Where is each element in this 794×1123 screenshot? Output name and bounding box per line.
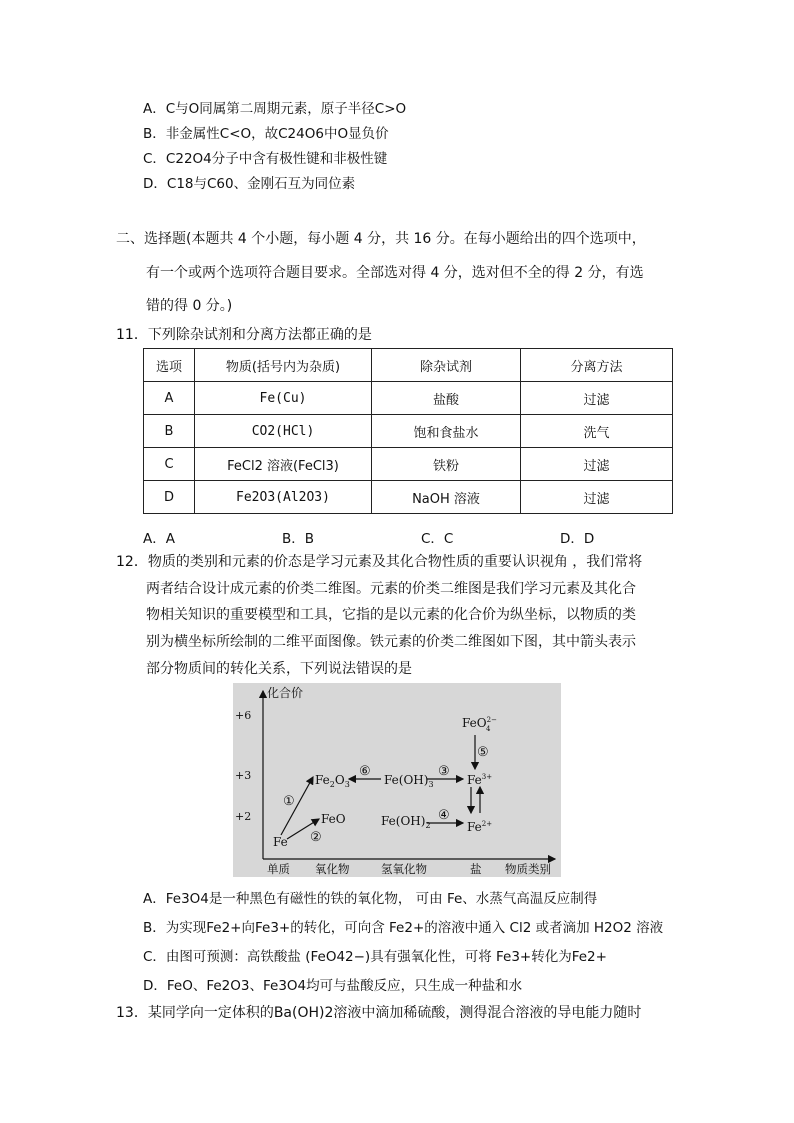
row-method: 洗气 [521, 415, 673, 448]
row-reagent: 盐酸 [372, 382, 521, 415]
row-option: B [144, 415, 195, 448]
section2-line3: 错的得 0 分。) [146, 298, 233, 314]
x-tick-element: 单质 [267, 862, 290, 876]
species-fe2plus: $Fe^{2+}$ [467, 820, 493, 834]
q12-stem-line4: 别为横坐标所绘制的二维平面图像。铁元素的价类二维图如下图，其中箭头表示 [146, 634, 636, 650]
x-tick-oxide: 氧化物 [315, 862, 350, 876]
q10-option-d: D．C18与C60、金刚石互为同位素 [143, 176, 356, 192]
arrow-label-4: ④ [438, 808, 450, 823]
y-tick-plus3: +3 [235, 769, 252, 782]
row-method: 过滤 [521, 481, 673, 514]
header-reagent: 除杂试剂 [372, 349, 521, 382]
row-option: C [144, 448, 195, 481]
row-substance: CO2(HCl) [195, 415, 372, 448]
row-method: 过滤 [521, 448, 673, 481]
header-method: 分离方法 [521, 349, 673, 382]
header-option: 选项 [144, 349, 195, 382]
arrow-label-1: ① [283, 794, 295, 809]
q12-stem-line2: 两者结合设计成元素的价类二维图。元素的价类二维图是我们学习元素及其化合 [146, 581, 636, 597]
row-method: 过滤 [521, 382, 673, 415]
table-row [144, 382, 673, 415]
q10-option-b: B．非金属性C<O，故C24O6中O显负价 [143, 126, 389, 142]
section2-line1: 二、选择题(本题共 4 个小题，每小题 4 分，共 16 分。在每小题给出的四个选项中， [116, 231, 646, 247]
q11-answer-a: A．A [143, 531, 175, 547]
row-substance: FeCl2 溶液(FeCl3) [195, 448, 372, 481]
row-reagent: 饱和食盐水 [372, 415, 521, 448]
q11-answer-b: B．B [282, 531, 315, 547]
species-fe2o3: $Fe_2O_3$ [315, 773, 350, 789]
x-tick-hydroxide: 氢氧化物 [381, 862, 427, 876]
q11-answer-d: D．D [560, 531, 595, 547]
q12-option-c: C．由图可预测：高铁酸盐 (FeO42−)具有强氧化性，可将 Fe3+转化为Fe2+ [143, 949, 607, 965]
iron-valence-diagram [233, 683, 561, 877]
q11-stem: 11．下列除杂试剂和分离方法都正确的是 [116, 327, 372, 343]
y-tick-plus6: +6 [235, 709, 252, 722]
header-substance: 物质(括号内为杂质) [195, 349, 372, 382]
q12-option-d: D．FeO、Fe2O3、Fe3O4均可与盐酸反应，只生成一种盐和水 [143, 978, 523, 994]
row-reagent: NaOH 溶液 [372, 481, 521, 514]
x-axis-title: 物质类别 [505, 862, 551, 876]
q12-stem-line5: 部分物质间的转化关系，下列说法错误的是 [146, 661, 412, 677]
species-fe3plus: $Fe^{3+}$ [467, 773, 493, 787]
species-ferrate: FeO$^{2-}$ 4 [462, 716, 497, 733]
row-option: A [144, 382, 195, 415]
table-row [144, 481, 673, 514]
row-substance: Fe2O3(Al2O3) [195, 481, 372, 514]
row-reagent: 铁粉 [372, 448, 521, 481]
species-feo: FeO [321, 812, 346, 826]
q12-stem-line3: 物相关知识的重要模型和工具，它指的是以元素的化合价为纵坐标，以物质的类 [146, 607, 636, 623]
q12-stem-line1: 12．物质的类别和元素的价态是学习元素及其化合物性质的重要认识视角 ，我们常将 [116, 554, 643, 570]
row-substance: Fe(Cu) [195, 382, 372, 415]
q12-option-a: A．Fe3O4是一种黑色有磁性的铁的氧化物， 可由 Fe、水蒸气高温反应制得 [143, 891, 598, 907]
arrow-label-3: ③ [438, 764, 450, 779]
q10-option-a: A．C与O同属第二周期元素，原子半径C>O [143, 101, 407, 117]
x-tick-salt: 盐 [470, 862, 482, 876]
arrow-label-5: ⑤ [477, 745, 489, 760]
species-fe-oh3: $Fe(OH)_3$ [384, 773, 434, 789]
arrow-label-2: ② [310, 830, 322, 845]
q10-option-c: C．C22O4分子中含有极性键和非极性键 [143, 151, 388, 167]
y-axis-title: 化合价 [267, 686, 304, 700]
row-option: D [144, 481, 195, 514]
q13-stem: 13．某同学向一定体积的Ba(OH)2溶液中滴加稀硫酸，测得混合溶液的导电能力随时 [116, 1005, 642, 1021]
q11-answer-c: C．C [421, 531, 454, 547]
table-row [144, 448, 673, 481]
species-fe: Fe [273, 835, 288, 849]
arrow-label-6: ⑥ [359, 764, 371, 779]
table-row [144, 415, 673, 448]
q11-table [143, 348, 673, 514]
species-fe-oh2: $Fe(OH)_2$ [381, 814, 431, 830]
y-tick-plus2: +2 [235, 810, 252, 823]
q12-option-b: B．为实现Fe2+向Fe3+的转化，可向含 Fe2+的溶液中通入 Cl2 或者滴加 H2O2 溶液 [143, 920, 664, 936]
table-header-row [144, 349, 673, 382]
section2-line2: 有一个或两个选项符合题目要求。全部选对得 4 分，选对但不全的得 2 分，有选 [146, 265, 644, 281]
